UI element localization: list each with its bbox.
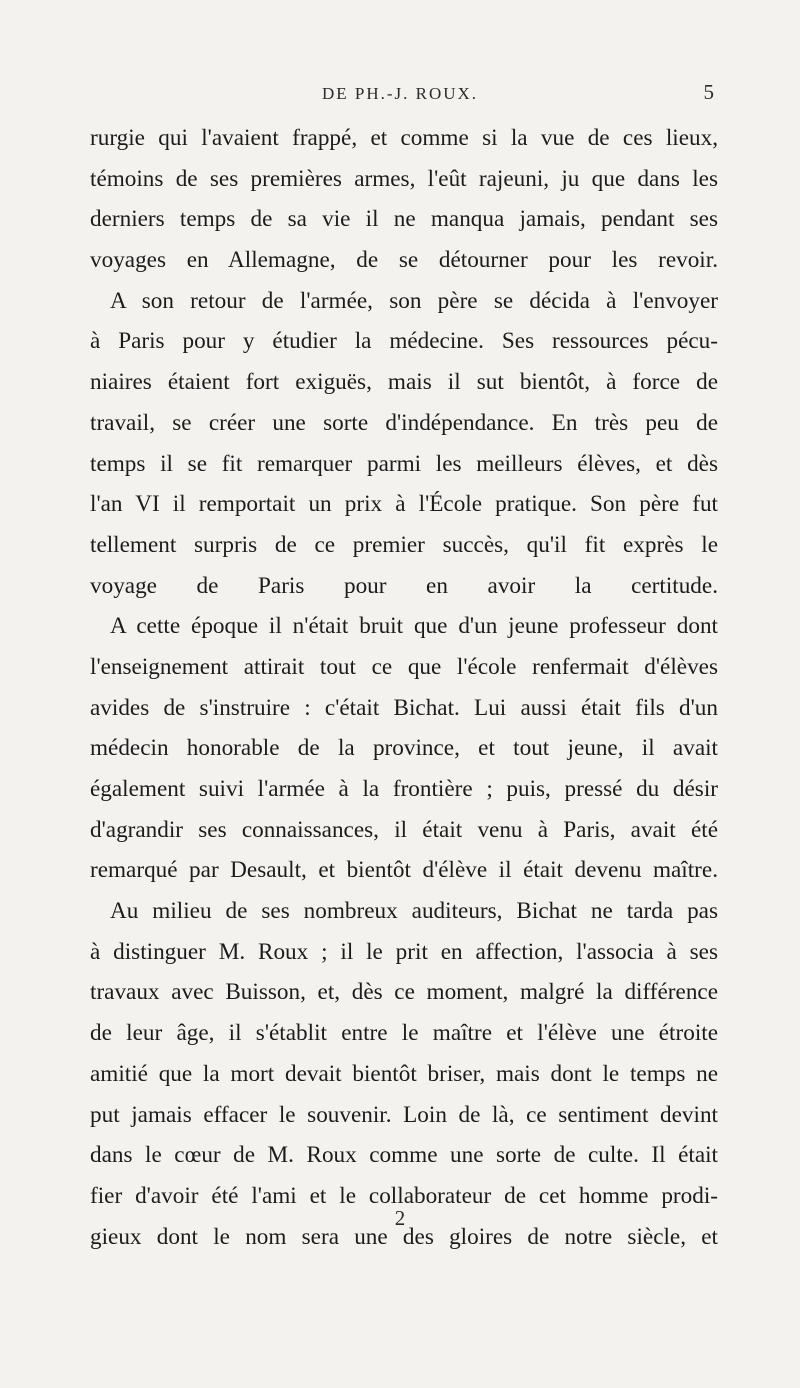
text-line: niaires étaient fort exiguës, mais il sut bientôt, à force de [90,369,718,396]
text-line: fier d'avoir été l'ami et le collaborateur de cet homme prodi- [90,1182,718,1209]
page-number: 5 [703,80,714,104]
text-line: derniers temps de sa vie il ne manqua jamais, pendant ses [90,206,718,233]
text-line: voyages en Allemagne, de se détourner pour les revoir. [90,247,718,274]
text-line: de leur âge, il s'établit entre le maître et l'élève une étroite [90,1020,718,1047]
text-line: à distinguer M. Roux ; il le prit en affection, l'associa à ses [90,938,718,965]
text-line: médecin honorable de la province, et tout jeune, il avait [90,735,718,762]
text-line: rurgie qui l'avaient frappé, et comme si la vue de ces lieux, [90,125,718,151]
signature-mark: 2 [394,1206,406,1230]
text-line: voyage de Paris pour en avoir la certitude. [90,572,718,599]
text-line: témoins de ses premières armes, l'eût rajeuni, ju que dans les [90,165,718,192]
text-line: l'enseignement attirait tout ce que l'école renfermait d'élèves [90,653,718,680]
text-line: travail, se créer une sorte d'indépendance. En très peu de [90,409,718,436]
text-line: l'an VI il remportait un prix à l'École pratique. Son père fut [90,491,718,518]
text-line: gieux dont le nom sera une des gloires de notre siècle, et [90,1223,718,1250]
text-line: tellement surpris de ce premier succès, qu'il fit exprès le [90,531,718,558]
text-line: travaux avec Buisson, et, dès ce moment, malgré la différence [90,979,718,1006]
text-line: amitié que la mort devait bientôt briser, mais dont le temps ne [90,1060,718,1087]
text-line: A son retour de l'armée, son père se décida à l'envoyer [110,287,718,314]
text-line: à Paris pour y étudier la médecine. Ses ressources pécu- [90,328,718,355]
text-line: dans le cœur de M. Roux comme une sorte de culte. Il était [90,1142,718,1169]
body-text [90,118,718,1257]
text-line: temps il se fit remarquer parmi les meilleurs élèves, et dès [90,450,718,477]
running-title: DE PH.-J. ROUX. [321,84,479,103]
text-line: avides de s'instruire : c'était Bichat. Lui aussi était fils d'un [90,694,718,721]
text-line: Au milieu de ses nombreux auditeurs, Bichat ne tarda pas [110,898,718,925]
text-line: remarqué par Desault, et bientôt d'élève il était devenu maître. [90,857,718,884]
text-line: d'agrandir ses connaissances, il était venu à Paris, avait été [90,816,718,843]
text-line: A cette époque il n'était bruit que d'un jeune professeur dont [110,613,718,640]
text-line: également suivi l'armée à la frontière ; puis, pressé du désir [90,776,718,802]
text-line: put jamais effacer le souvenir. Loin de là, ce sentiment devint [90,1101,718,1128]
